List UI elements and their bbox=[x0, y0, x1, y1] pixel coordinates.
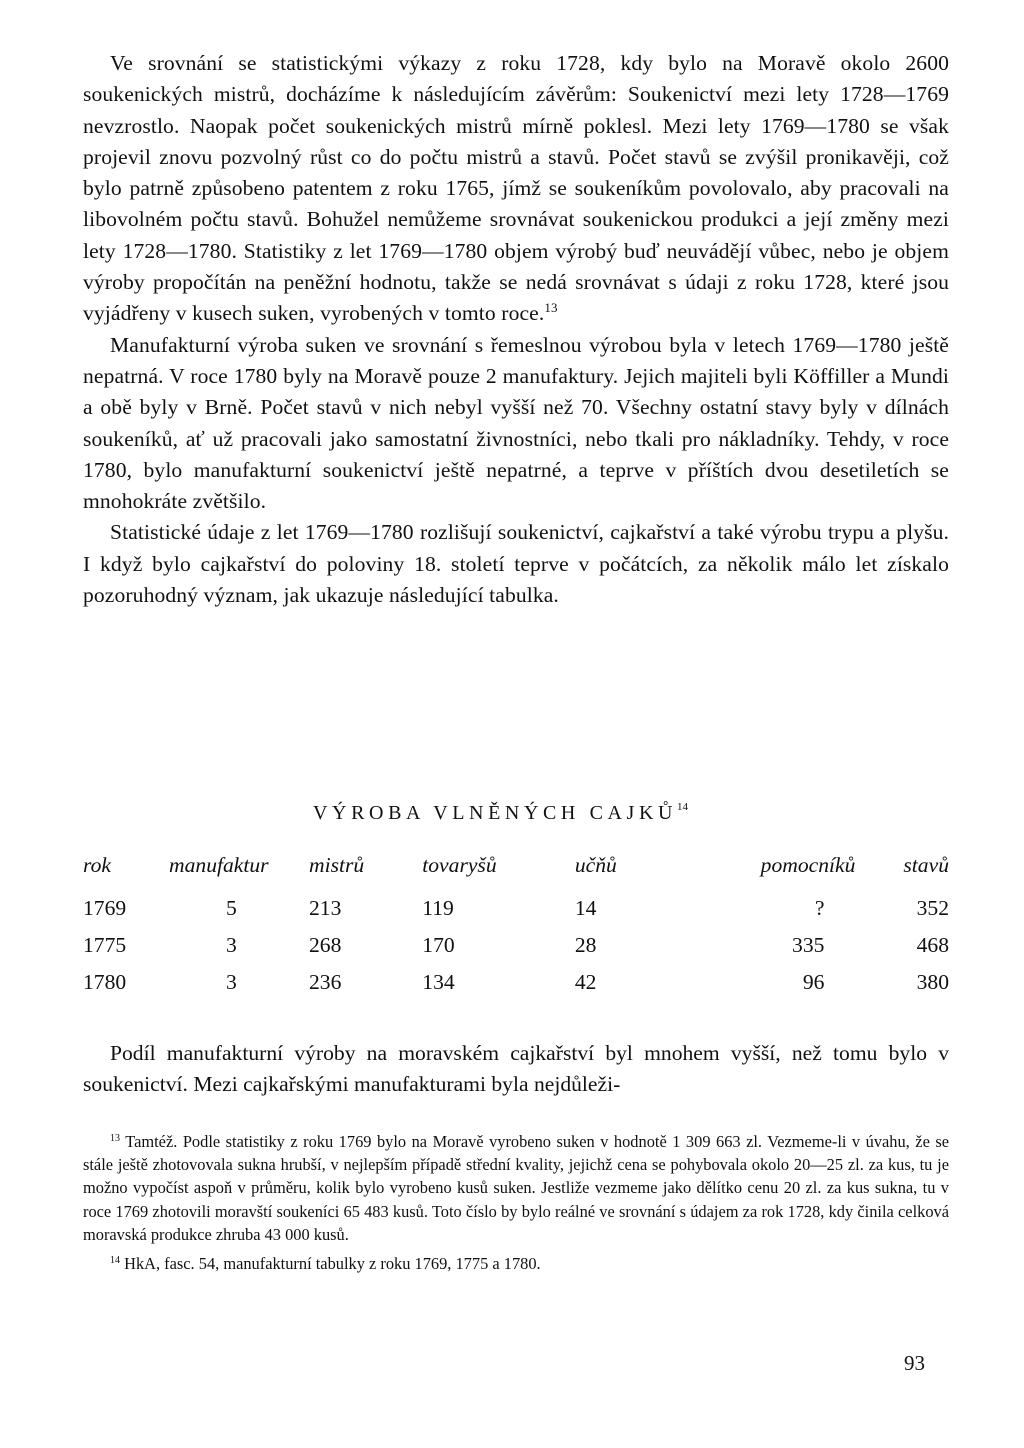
footnote-13 bbox=[83, 1130, 949, 1246]
col-header-manufaktur: manufaktur bbox=[169, 852, 269, 877]
table-row bbox=[83, 964, 949, 1001]
table-title bbox=[313, 802, 773, 825]
table-row bbox=[83, 927, 949, 964]
cell-mistru: 213 bbox=[309, 896, 342, 920]
cell-ucnu: 14 bbox=[574, 896, 597, 920]
cell-rok: 1769 bbox=[83, 896, 127, 920]
body-text bbox=[83, 48, 949, 611]
table-title-text: VÝROBA VLNĚNÝCH CAJKŮ bbox=[313, 802, 678, 824]
footnote-text: HkA, fasc. 54, manufakturní tabulky z roku 1769, 1775 a 1780. bbox=[124, 1254, 541, 1274]
page-number: 93 bbox=[904, 1351, 925, 1375]
cell-stavu: 380 bbox=[916, 970, 949, 994]
paragraph-2 bbox=[83, 330, 949, 518]
col-header-rok: rok bbox=[83, 852, 111, 877]
footnote-text: Tamtéž. Podle statistiky z roku 1769 bylo na Moravě vyrobeno suken v hodnotě 1 309 663 zl. Vezmeme-li v úvahu, že se stále ještě zhotovovala sukna hrubší, v nejlepším případě střední kvality, jejichž cena se pohybovala okolo 20—25 zl. za kus, tu je možno vypočíst aspoň v průměru, kolik bylo vyrobeno kusů suken. Jestliže vezmeme jako dělítko cenu 20 zl. za kus sukna, tu v roce 1769 zhotovili moravští soukeníci 65 483 kusů. Toto číslo by bylo reálné ve srovnání s údajem za rok 1728, kdy činila celková moravská produkce zhruba 43 000 kusů. bbox=[83, 1132, 949, 1244]
paragraph-after-table bbox=[83, 1038, 949, 1101]
data-table bbox=[83, 852, 949, 1001]
cell-pomocniku: ? bbox=[814, 896, 825, 920]
cell-manufaktur: 3 bbox=[226, 970, 237, 994]
cell-stavu: 468 bbox=[916, 933, 949, 957]
cell-tovarysu: 119 bbox=[422, 896, 454, 920]
cell-pomocniku: 335 bbox=[792, 933, 825, 957]
col-header-ucnu: učňů bbox=[574, 852, 617, 877]
table-header-row bbox=[83, 852, 949, 890]
cell-ucnu: 28 bbox=[574, 933, 597, 957]
paragraph-1-text: Ve srovnání se statistickými výkazy z roku 1728, kdy bylo na Moravě okolo 2600 soukenických mistrů, docházíme k následujícím závěrům: Soukenictví mezi lety 1728—1769 nevzrostlo. Naopak počet soukenických mistrů mírně poklesl. Mezi lety 1769—1780 se však projevil znovu pozvolný růst co do počtu mistrů a stavů. Počet stavů se zvýšil pronikavěji, což bylo patrně způsobeno patentem z roku 1765, jímž se soukeníkům povolovalo, aby pracovali na libovolném počtu stavů. Bohužel nemůžeme srovnávat soukenickou produkci a její změny mezi lety 1728—1780. Statistiky z let 1769—1780 objem výrobý buď neuvádějí vůbec, nebo je objem výroby propočítán na peněžní hodnotu, takže se nedá srovnávat s údaji z roku 1728, které jsou vyjádřeny v kusech suken, vyrobených v tomto roce. bbox=[83, 51, 949, 326]
table-row bbox=[83, 890, 949, 927]
cell-manufaktur: 3 bbox=[226, 933, 237, 957]
footnote-14 bbox=[83, 1252, 949, 1275]
cell-tovarysu: 134 bbox=[422, 970, 455, 994]
footnote-ref-13[interactable]: 13 bbox=[544, 300, 558, 316]
cell-stavu: 352 bbox=[916, 896, 949, 920]
col-header-pomocniku: pomocníků bbox=[760, 852, 856, 877]
cell-tovarysu: 170 bbox=[422, 933, 455, 957]
paragraph-3 bbox=[83, 517, 949, 611]
cell-mistru: 236 bbox=[309, 970, 342, 994]
cell-mistru: 268 bbox=[309, 933, 342, 957]
col-header-tovarysu: tovaryšů bbox=[422, 852, 497, 877]
cell-ucnu: 42 bbox=[574, 970, 597, 994]
cell-manufaktur: 5 bbox=[226, 896, 237, 920]
footnote-number: 13 bbox=[110, 1133, 120, 1144]
cell-rok: 1780 bbox=[83, 970, 127, 994]
footnotes bbox=[83, 1130, 949, 1281]
cell-rok: 1775 bbox=[83, 933, 127, 957]
col-header-mistru: mistrů bbox=[309, 852, 365, 877]
cell-pomocniku: 96 bbox=[802, 970, 825, 994]
paragraph-1 bbox=[83, 48, 949, 330]
paragraph-3-text: Statistické údaje z let 1769—1780 rozlišují soukenictví, cajkařství a také výrobu trypu a plyšu. I když bylo cajkařství do poloviny 18. století teprve v počátcích, za několik málo let získalo pozoruhodný význam, jak ukazuje následující tabulka. bbox=[83, 520, 949, 608]
paragraph-2-text: Manufakturní výroba suken ve srovnání s řemeslnou výrobou byla v letech 1769—1780 ještě nepatrná. V roce 1780 byly na Moravě pouze 2 manufaktury. Jejich majiteli byli Köffiller a Mundi a obě byly v Brně. Počet stavů v nich nebyl vyšší než 70. Všechny ostatní stavy byly v dílnách soukeníků, ať už pracovali jako samostatní živnostníci, nebo tkali pro nákladníky. Tehdy, v roce 1780, bylo manufakturní soukenictví ještě nepatrné, a teprve v příštích dvou desetiletích se mnohokráte zvětšilo. bbox=[83, 332, 949, 514]
paragraph-4: Podíl manufakturní výroby na moravském cajkařství byl mnohem vyšší, než tomu bylo v soukenictví. Mezi cajkařskými manufakturami byla nejdůleži- bbox=[83, 1041, 949, 1097]
footnote-number: 14 bbox=[110, 1255, 120, 1267]
footnote-ref-14[interactable]: 14 bbox=[677, 801, 689, 813]
col-header-stavu: stavů bbox=[903, 852, 949, 877]
